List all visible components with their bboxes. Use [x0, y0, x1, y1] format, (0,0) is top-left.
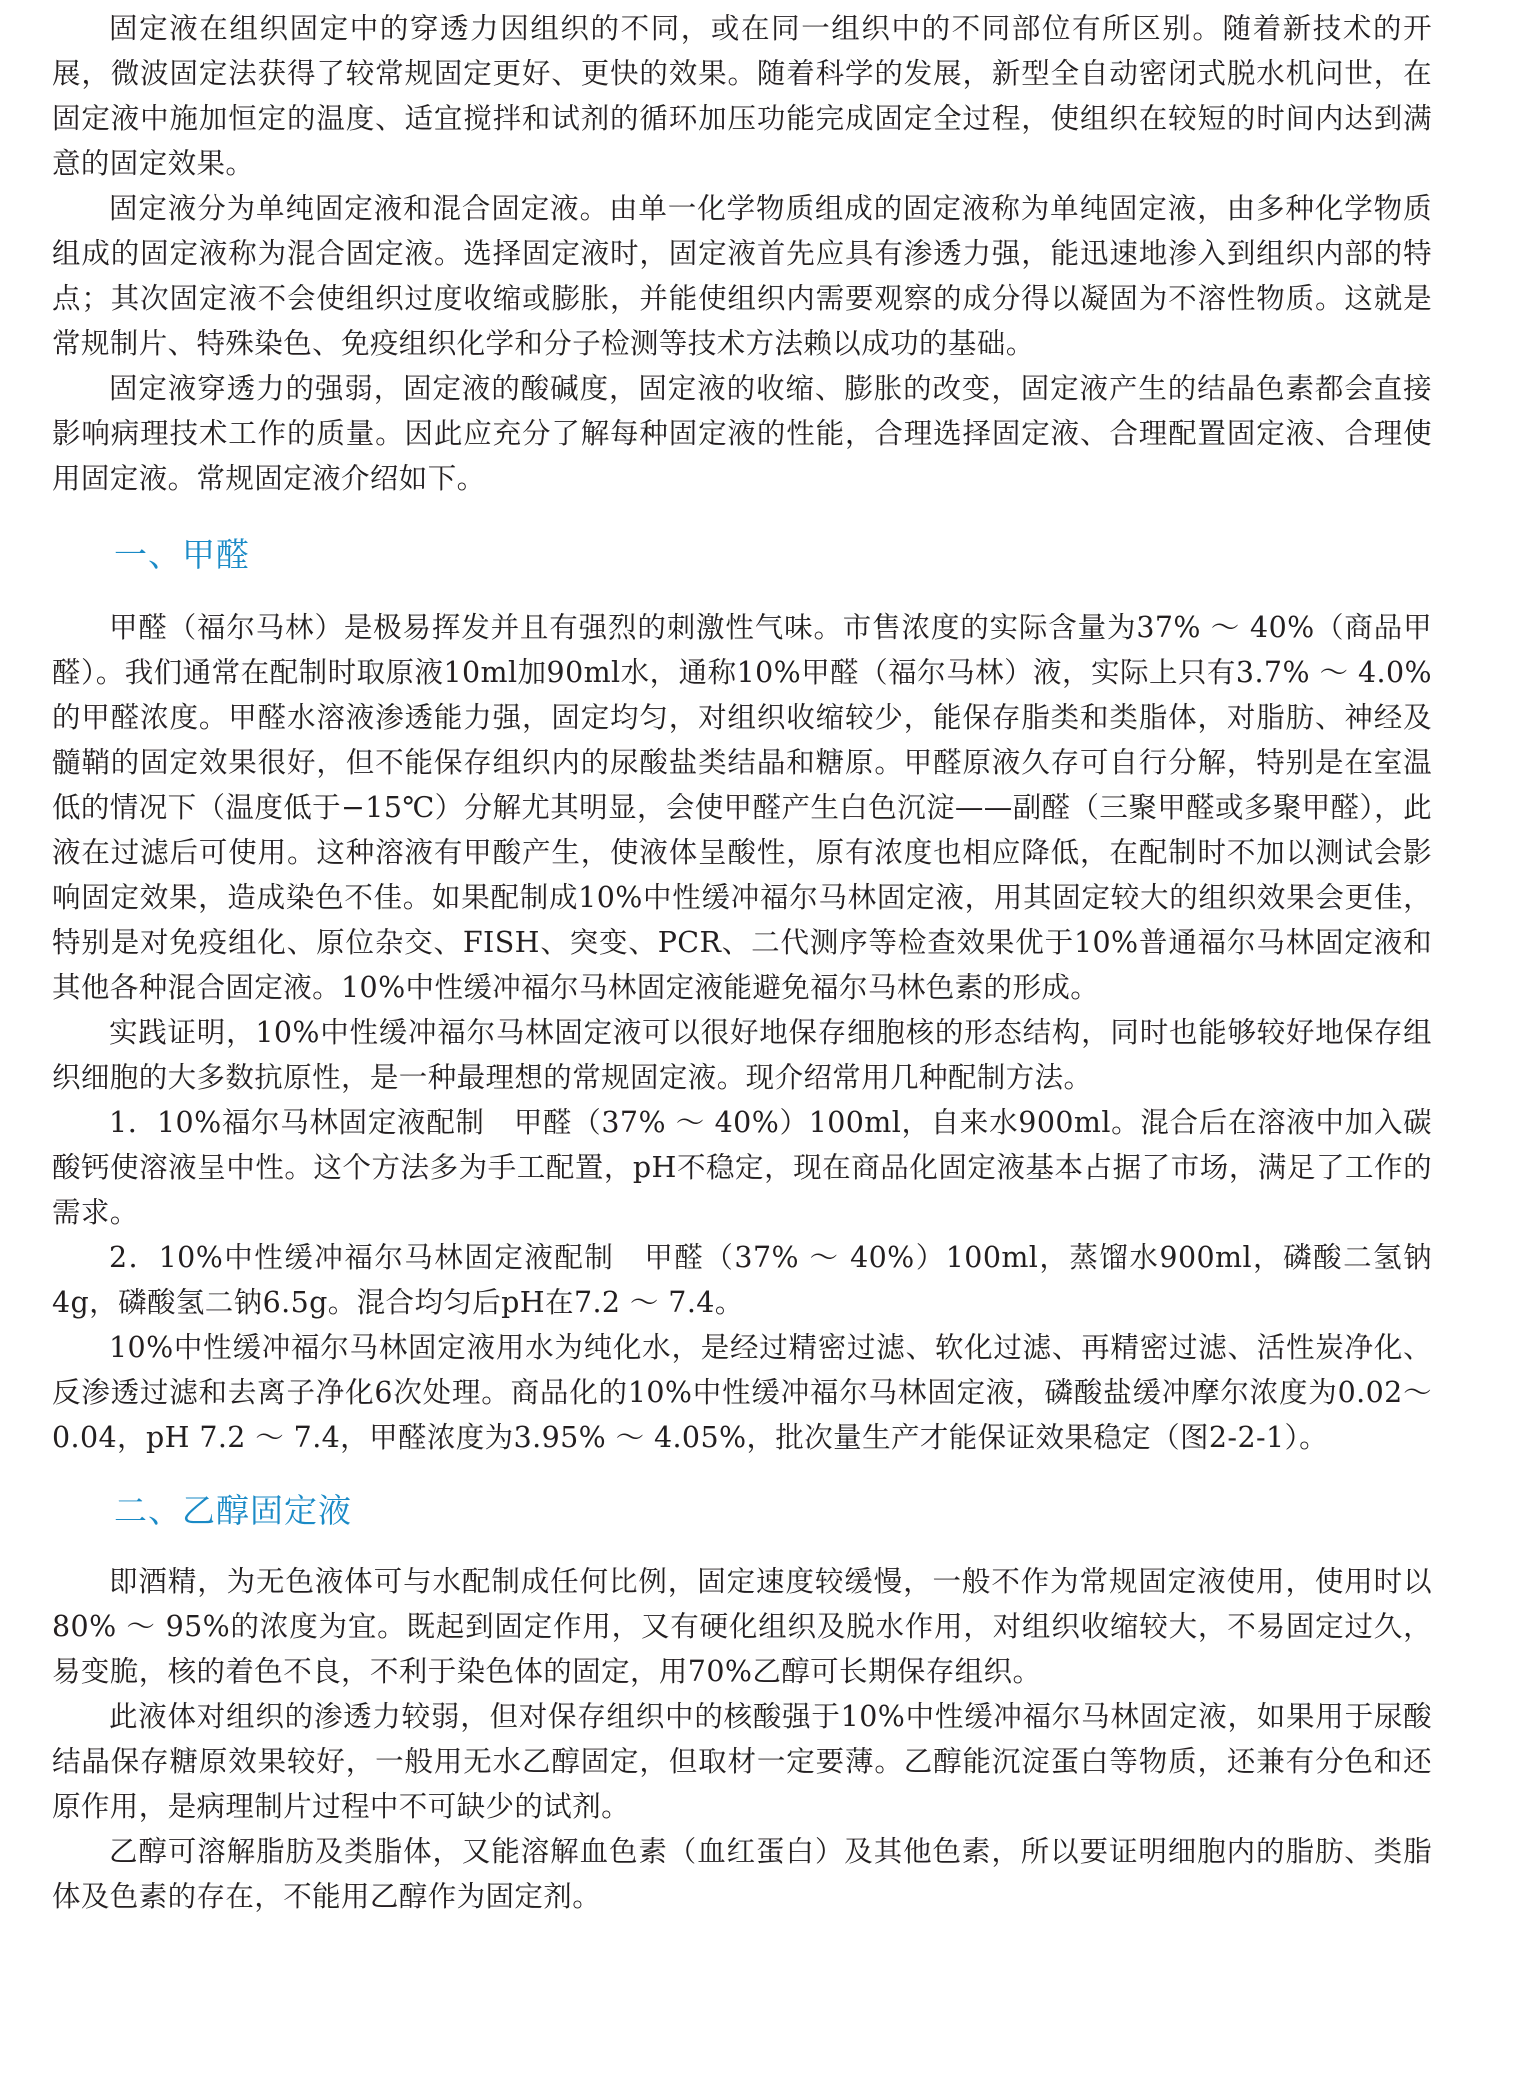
intro-paragraph: 固定液分为单纯固定液和混合固定液。由单一化学物质组成的固定液称为单纯固定液，由多种化学物质组成的固定液称为混合固定液。选择固定液时，固定液首先应具有渗透力强，能迅速地渗入到组织内部的特点；其次固定液不会使组织过度收缩或膨胀，并能使组织内需要观察的成分得以凝固为不溶性物质。这就是常规制片、特殊染色、免疫组织化学和分子检测等技术方法赖以成功的基础。 [52, 192, 1432, 360]
document-page [52, 6, 1432, 1919]
section-heading-formaldehyde: 一、甲醛 [114, 535, 250, 574]
formaldehyde-paragraph: 2．10%中性缓冲福尔马林固定液配制 甲醛（37% ～ 40%）100ml，蒸馏水900ml，磷酸二氢钠4g，磷酸氢二钠6.5g。混合均匀后pH在7.2 ～ 7.4。 [52, 1241, 1432, 1319]
intro-paragraph: 固定液在组织固定中的穿透力因组织的不同，或在同一组织中的不同部位有所区别。随着新技术的开展，微波固定法获得了较常规固定更好、更快的效果。随着科学的发展，新型全自动密闭式脱水机问世，在固定液中施加恒定的温度、适宜搅拌和试剂的循环加压功能完成固定全过程，使组织在较短的时间内达到满意的固定效果。 [52, 12, 1432, 180]
ethanol-paragraph: 此液体对组织的渗透力较弱，但对保存组织中的核酸强于10%中性缓冲福尔马林固定液，如果用于尿酸结晶保存糖原效果较好，一般用无水乙醇固定，但取材一定要薄。乙醇能沉淀蛋白等物质，还兼有分色和还原作用，是病理制片过程中不可缺少的试剂。 [52, 1700, 1432, 1823]
section-heading-ethanol: 二、乙醇固定液 [114, 1491, 352, 1530]
ethanol-paragraph: 乙醇可溶解脂肪及类脂体，又能溶解血色素（血红蛋白）及其他色素，所以要证明细胞内的脂肪、类脂体及色素的存在，不能用乙醇作为固定剂。 [52, 1835, 1432, 1913]
formaldehyde-paragraph: 10%中性缓冲福尔马林固定液用水为纯化水，是经过精密过滤、软化过滤、再精密过滤、活性炭净化、反渗透过滤和去离子净化6次处理。商品化的10%中性缓冲福尔马林固定液，磷酸盐缓冲摩尔浓度为0.02～ 0.04，pH 7.2 ～ 7.4，甲醛浓度为3.95% ～ 4.05%，批次量生产才能保证效果稳定（图2-2-1）。 [52, 1331, 1432, 1454]
formaldehyde-paragraph: 1．10%福尔马林固定液配制 甲醛（37% ～ 40%）100ml，自来水900ml。混合后在溶液中加入碳酸钙使溶液呈中性。这个方法多为手工配置，pH不稳定，现在商品化固定液基本占据了市场，满足了工作的需求。 [52, 1106, 1432, 1229]
ethanol-paragraph: 即酒精，为无色液体可与水配制成任何比例，固定速度较缓慢，一般不作为常规固定液使用，使用时以80% ～ 95%的浓度为宜。既起到固定作用，又有硬化组织及脱水作用，对组织收缩较大，不易固定过久，易变脆，核的着色不良，不利于染色体的固定，用70%乙醇可长期保存组织。 [52, 1565, 1432, 1688]
formaldehyde-paragraph: 实践证明，10%中性缓冲福尔马林固定液可以很好地保存细胞核的形态结构，同时也能够较好地保存组织细胞的大多数抗原性，是一种最理想的常规固定液。现介绍常用几种配制方法。 [52, 1016, 1432, 1094]
formaldehyde-paragraph: 甲醛（福尔马林）是极易挥发并且有强烈的刺激性气味。市售浓度的实际含量为37% ～ 40%（商品甲醛）。我们通常在配制时取原液10ml加90ml水，通称10%甲醛（福尔马林）液，实际上只有3.7% ～ 4.0%的甲醛浓度。甲醛水溶液渗透能力强，固定均匀，对组织收缩较少，能保存脂类和类脂体，对脂肪、神经及髓鞘的固定效果很好，但不能保存组织内的尿酸盐类结晶和糖原。甲醛原液久存可自行分解，特别是在室温低的情况下（温度低于−15℃）分解尤其明显，会使甲醛产生白色沉淀——副醛（三聚甲醛或多聚甲醛），此液在过滤后可使用。这种溶液有甲酸产生，使液体呈酸性，原有浓度也相应降低，在配制时不加以测试会影响固定效果，造成染色不佳。如果配制成10%中性缓冲福尔马林固定液，用其固定较大的组织效果会更佳，特别是对免疫组化、原位杂交、FISH、突变、PCR、二代测序等检查效果优于10%普通福尔马林固定液和其他各种混合固定液。10%中性缓冲福尔马林固定液能避免福尔马林色素的形成。 [52, 611, 1432, 1004]
intro-paragraph: 固定液穿透力的强弱，固定液的酸碱度，固定液的收缩、膨胀的改变，固定液产生的结晶色素都会直接影响病理技术工作的质量。因此应充分了解每种固定液的性能，合理选择固定液、合理配置固定液、合理使用固定液。常规固定液介绍如下。 [52, 372, 1432, 495]
